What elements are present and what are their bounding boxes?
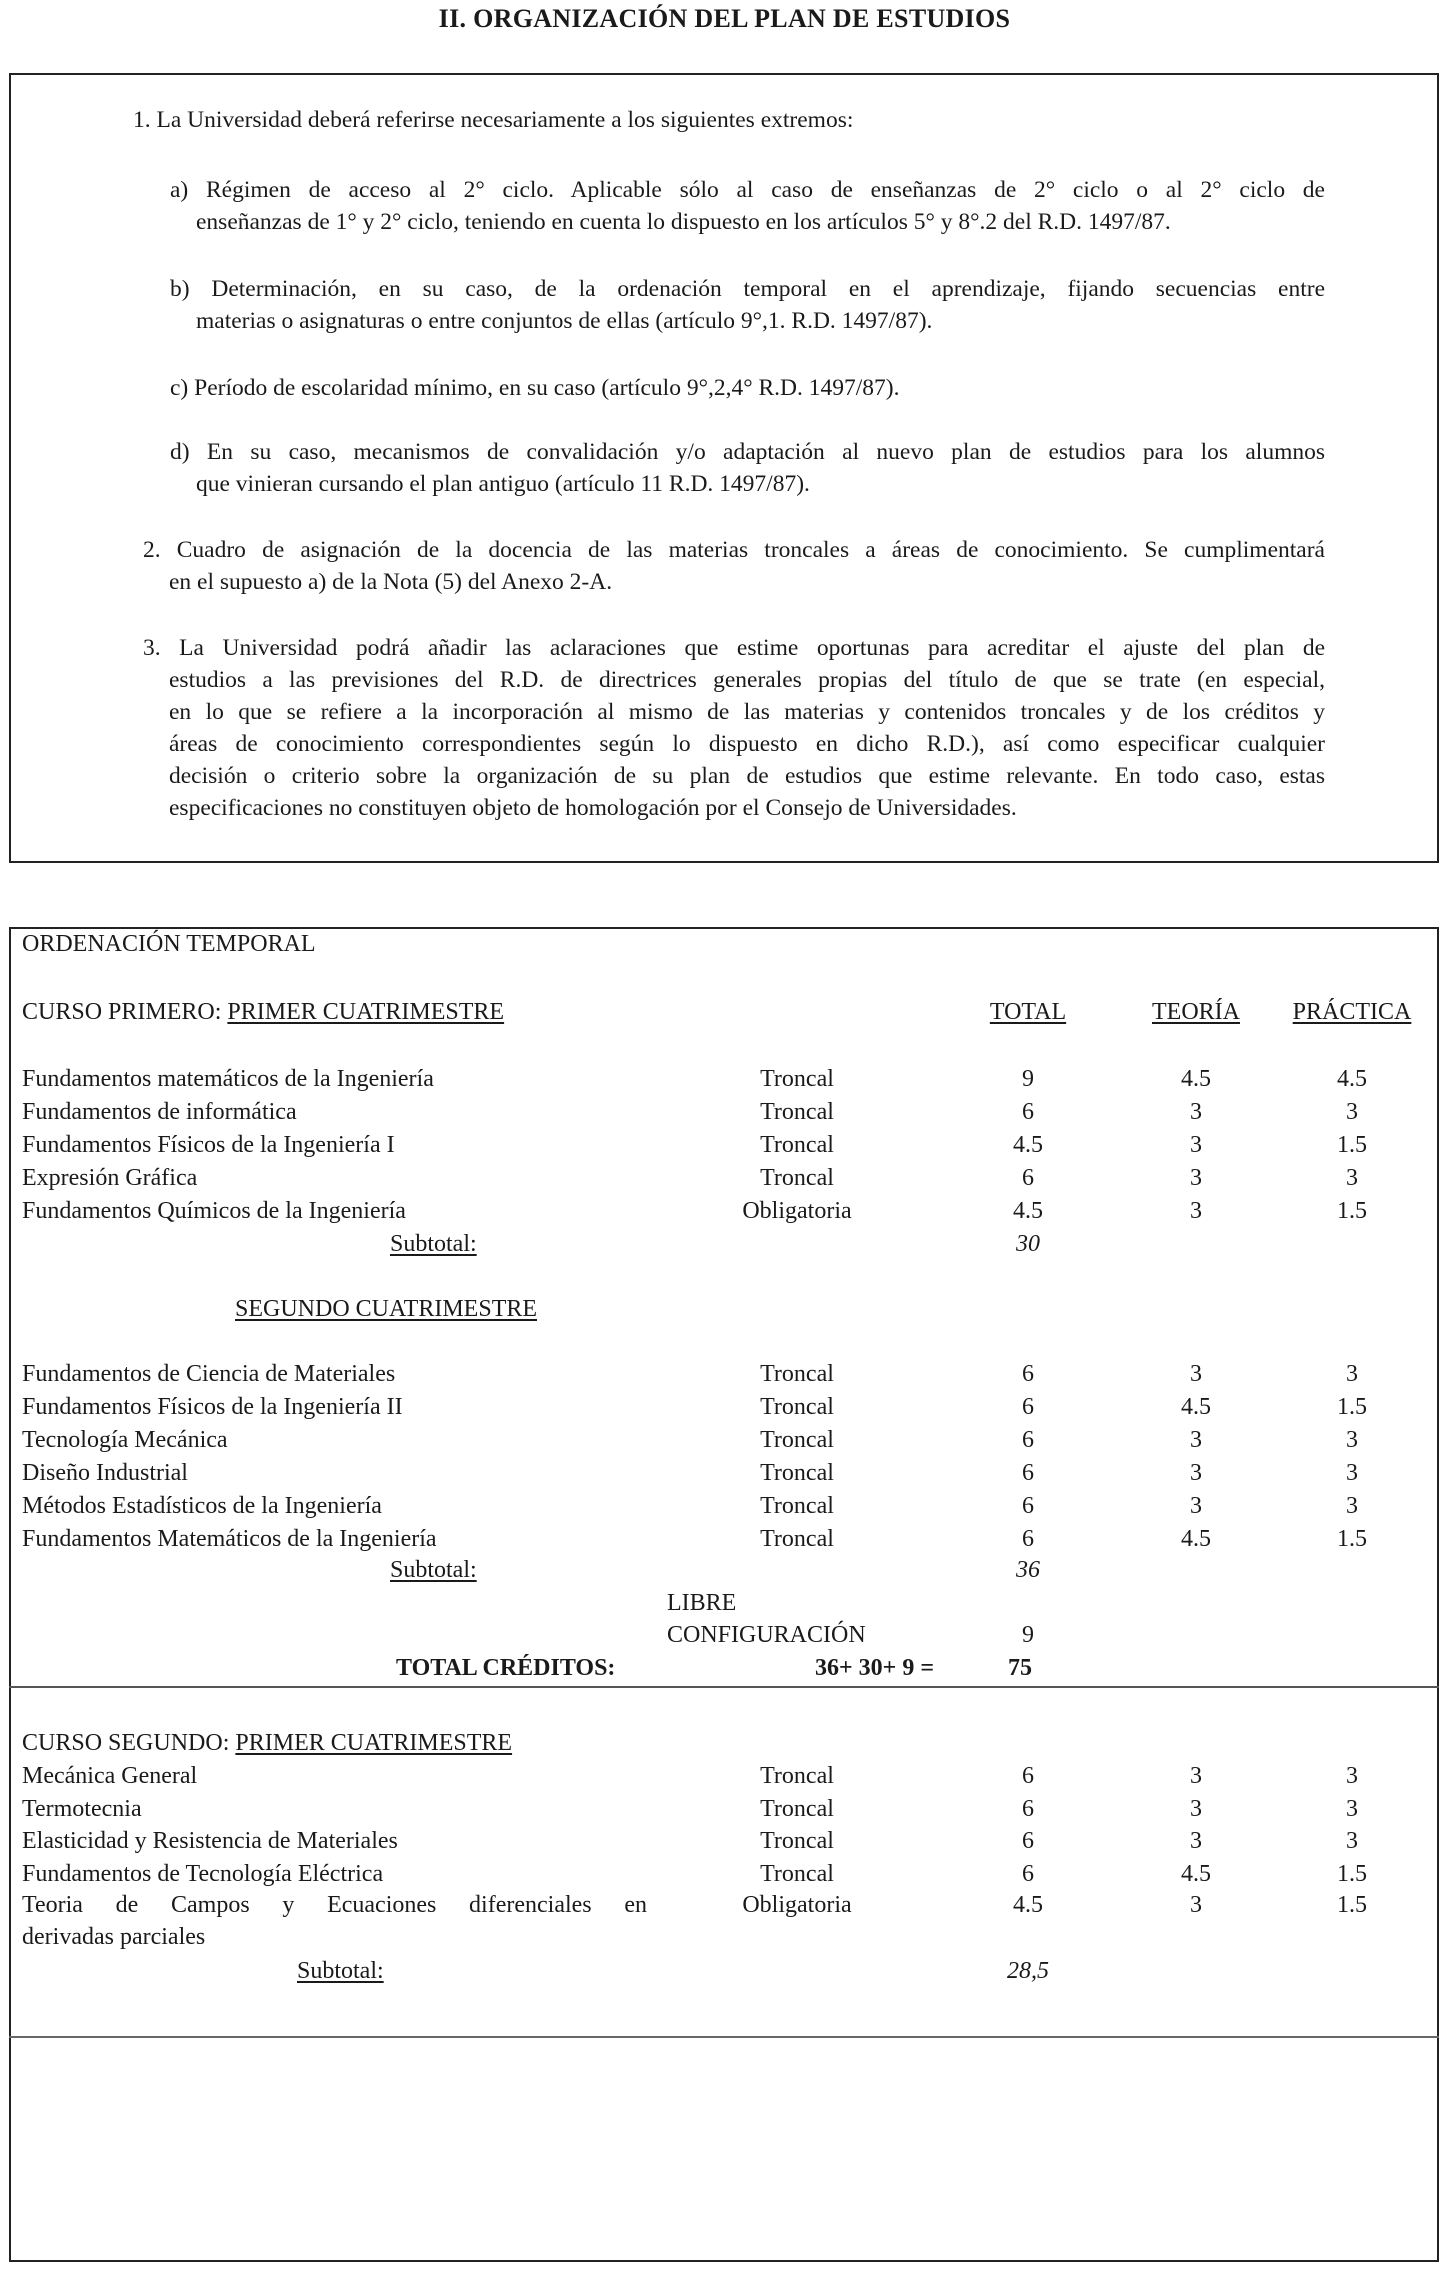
section-divider (9, 1686, 1439, 1688)
course-row-name: Fundamentos Físicos de la Ingeniería II (22, 1394, 403, 1420)
course-row-practica: 3 (1346, 1099, 1358, 1125)
libre-label-line1: LIBRE (667, 1590, 737, 1616)
course-row-name: Mecánica General (22, 1763, 198, 1789)
course-row-teoria: 3 (1190, 1460, 1202, 1486)
course-row-name: Tecnología Mecánica (22, 1427, 228, 1453)
course-row-teoria: 3 (1190, 1165, 1202, 1191)
course-row-total: 6 (1022, 1763, 1034, 1789)
instruction-2: 2. Cuadro de asignación de la docencia de las materias troncales a áreas de conocimiento. Se cumplimentará en el supuesto a) de la Nota (5) del Anexo 2-A. (143, 537, 1325, 595)
course-row-type: Troncal (760, 1066, 834, 1092)
course-row-total: 6 (1022, 1526, 1034, 1552)
course2-label: CURSO SEGUNDO: PRIMER CUATRIMESTRE (22, 1730, 513, 1756)
course-row-teoria: 3 (1190, 1427, 1202, 1453)
course-row-total: 6 (1022, 1795, 1034, 1822)
course-row-practica: 1.5 (1337, 1132, 1367, 1158)
course-row-teoria: 3 (1190, 1795, 1202, 1822)
course-row-type: Troncal (760, 1394, 834, 1420)
course-row-type: Troncal (760, 1860, 834, 1887)
course-row-type: Obligatoria (742, 1198, 852, 1224)
course-row-teoria: 3 (1190, 1763, 1202, 1789)
col-teoria-header: TEORÍA (1152, 999, 1240, 1025)
course-row-name: Fundamentos de Tecnología Eléctrica (22, 1860, 384, 1887)
total-creditos-formula: 36+ 30+ 9 = (815, 1655, 935, 1681)
libre-value: 9 (1022, 1622, 1034, 1648)
page-title: II. ORGANIZACIÓN DEL PLAN DE ESTUDIOS (438, 4, 1011, 33)
course-row-teoria: 4.5 (1181, 1860, 1211, 1887)
course-row-practica: 3 (1346, 1795, 1358, 1822)
course-row-teoria: 3 (1190, 1361, 1202, 1387)
subtotal-value: 28,5 (1007, 1958, 1049, 1984)
course-row-total: 6 (1022, 1460, 1034, 1486)
libre-label-line2: CONFIGURACIÓN (667, 1622, 866, 1648)
course-row-name-cont: derivadas parciales (22, 1924, 206, 1950)
course-row-total: 6 (1022, 1394, 1034, 1420)
course-row-total: 4.5 (1013, 1132, 1043, 1158)
course-row-type: Troncal (760, 1165, 834, 1191)
course-row-teoria: 4.5 (1181, 1066, 1211, 1092)
course-row-type: Troncal (760, 1526, 834, 1552)
course-row-total: 4.5 (1013, 1892, 1043, 1918)
instruction-a: a) Régimen de acceso al 2° ciclo. Aplicable sólo al caso de enseñanzas de 2° ciclo o al 2° ciclo de enseñanzas de 1° y 2° ciclo, teniendo en cuenta lo dispuesto en los artículos 5° y 8°.2 del R.D. 1497/87. (170, 177, 1325, 235)
course-row-type: Troncal (760, 1763, 834, 1789)
course-row-type: Troncal (760, 1460, 834, 1486)
course-row-total: 6 (1022, 1361, 1034, 1387)
course-row-teoria: 4.5 (1181, 1526, 1211, 1552)
course-row-teoria: 4.5 (1181, 1394, 1211, 1420)
course-row-practica: 1.5 (1337, 1892, 1367, 1918)
subtotal-label: Subtotal: (390, 1231, 477, 1257)
course-row-type: Troncal (760, 1132, 834, 1158)
course-row-total: 6 (1022, 1828, 1034, 1854)
course-row-teoria: 3 (1190, 1892, 1202, 1918)
course-row-practica: 1.5 (1337, 1860, 1367, 1887)
course-row-practica: 3 (1346, 1828, 1358, 1854)
course-row-type: Troncal (760, 1493, 834, 1519)
subtotal-label: Subtotal: (390, 1557, 477, 1583)
subtotal-value: 30 (1016, 1231, 1040, 1257)
total-creditos-value: 75 (1008, 1655, 1032, 1681)
course-row-total: 6 (1022, 1860, 1034, 1887)
course-row-name: Teoria de Campos y Ecuaciones diferenciales en (22, 1892, 647, 1918)
instruction-d: d) En su caso, mecanismos de convalidación y/o adaptación al nuevo plan de estudios para los alumnos que vinieran cursando el plan antiguo (artículo 11 R.D. 1497/87). (170, 439, 1325, 497)
course-row-name: Termotecnia (22, 1795, 142, 1822)
course-row-total: 6 (1022, 1427, 1034, 1453)
course-row-total: 6 (1022, 1493, 1034, 1519)
course-row-name: Fundamentos Químicos de la Ingeniería (22, 1198, 406, 1224)
course-row-name: Fundamentos matemáticos de la Ingeniería (22, 1066, 434, 1092)
course-row-practica: 1.5 (1337, 1394, 1367, 1420)
schedule-heading: ORDENACIÓN TEMPORAL (22, 931, 316, 957)
course-row-teoria: 3 (1190, 1132, 1202, 1158)
course-row-type: Troncal (760, 1099, 834, 1125)
course-row-teoria: 3 (1190, 1099, 1202, 1125)
course-row-total: 9 (1022, 1066, 1034, 1092)
col-total-header: TOTAL (989, 999, 1067, 1025)
course-row-name: Métodos Estadísticos de la Ingeniería (22, 1493, 382, 1519)
instruction-c: c) Período de escolaridad mínimo, en su caso (artículo 9°,2,4° R.D. 1497/87). (170, 375, 900, 401)
course-row-name: Diseño Industrial (22, 1460, 188, 1486)
course-row-name: Expresión Gráfica (22, 1165, 198, 1191)
course-row-type: Obligatoria (742, 1892, 852, 1918)
instruction-3: 3. La Universidad podrá añadir las aclaraciones que estime oportunas para acreditar el ajuste del plan de estudios a las previsiones del R.D. de directrices generales propias del título de que se trate (en especial, en lo que se refiere a la incorporación al mismo de las materias y contenidos troncales y de los créditos y áreas de conocimiento correspondientes según lo dispuesto en dicho R.D.), así como especificar cualquier decisión o criterio sobre la organización de su plan de estudios que estime relevante. En todo caso, estas especificaciones no constituyen objeto de homologación por el Consejo de Universidades. (143, 635, 1325, 821)
subtotal-label: Subtotal: (297, 1958, 384, 1984)
course-row-teoria: 3 (1190, 1198, 1202, 1224)
course-row-practica: 1.5 (1337, 1526, 1367, 1552)
subtotal-value: 36 (1016, 1557, 1040, 1583)
course-row-name: Fundamentos de informática (22, 1099, 297, 1125)
course-row-practica: 3 (1346, 1493, 1358, 1519)
course-row-name: Elasticidad y Resistencia de Materiales (22, 1828, 398, 1854)
course-row-type: Troncal (760, 1427, 834, 1453)
course-row-teoria: 3 (1190, 1828, 1202, 1854)
course-row-practica: 3 (1346, 1763, 1358, 1789)
course-row-practica: 4.5 (1337, 1066, 1367, 1092)
course-row-practica: 3 (1346, 1427, 1358, 1453)
course-row-total: 6 (1022, 1165, 1034, 1191)
course-row-teoria: 3 (1190, 1493, 1202, 1519)
course-row-total: 4.5 (1013, 1198, 1043, 1224)
course-row-type: Troncal (760, 1361, 834, 1387)
course1-sem2-heading: SEGUNDO CUATRIMESTRE (235, 1296, 538, 1322)
course-row-type: Troncal (760, 1828, 834, 1854)
course-row-practica: 3 (1346, 1460, 1358, 1486)
total-creditos-label: TOTAL CRÉDITOS: (396, 1655, 616, 1681)
course2-sem1-heading: PRIMER CUATRIMESTRE (235, 1730, 513, 1756)
course-row-practica: 3 (1346, 1165, 1358, 1191)
course-row-name: Fundamentos Físicos de la Ingeniería I (22, 1132, 395, 1158)
course-row-total: 6 (1022, 1099, 1034, 1125)
course1-label: CURSO PRIMERO: PRIMER CUATRIMESTRE (22, 999, 505, 1025)
course-row-type: Troncal (760, 1795, 834, 1822)
course-row-practica: 1.5 (1337, 1198, 1367, 1224)
col-practica-header: PRÁCTICA (1292, 999, 1412, 1025)
course-row-name: Fundamentos de Ciencia de Materiales (22, 1361, 396, 1387)
course-row-practica: 3 (1346, 1361, 1358, 1387)
course-row-name: Fundamentos Matemáticos de la Ingeniería (22, 1526, 437, 1552)
section-divider (9, 2036, 1439, 2038)
instruction-1: 1. La Universidad deberá referirse necesariamente a los siguientes extremos: (133, 107, 854, 133)
instruction-b: b) Determinación, en su caso, de la ordenación temporal en el aprendizaje, fijando secuencias entre materias o asignaturas o entre conjuntos de ellas (artículo 9°,1. R.D. 1497/87). (170, 276, 1325, 334)
course1-sem1-heading: PRIMER CUATRIMESTRE (227, 999, 505, 1025)
